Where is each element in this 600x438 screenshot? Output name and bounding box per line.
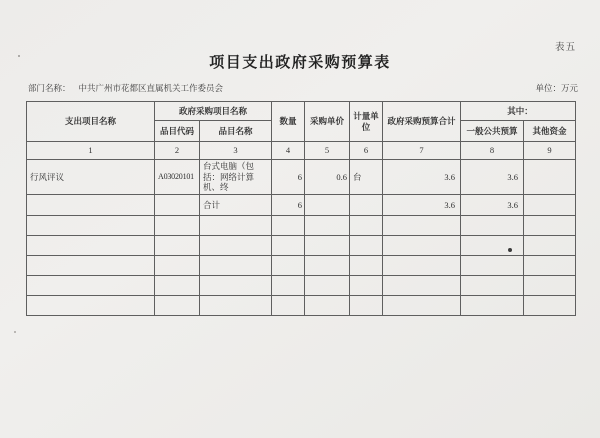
cell-item-name: 台式电脑（包括：网络计算机、终 (200, 160, 272, 195)
table-cell (461, 295, 524, 315)
header-quantity: 数量 (272, 102, 305, 142)
table-cell (350, 295, 383, 315)
column-number: 5 (305, 142, 350, 160)
table-cell (350, 215, 383, 235)
column-number: 8 (461, 142, 524, 160)
table-row (27, 275, 576, 295)
table-row (27, 295, 576, 315)
table-cell (383, 235, 461, 255)
table-cell (524, 235, 576, 255)
scan-artifact (14, 331, 16, 333)
table-cell (350, 235, 383, 255)
column-number: 2 (155, 142, 200, 160)
cell-general-public-budget: 3.6 (461, 194, 524, 215)
column-number: 3 (200, 142, 272, 160)
cell-total-label: 合计 (200, 194, 272, 215)
cell-expenditure-item: 行风评议 (27, 160, 155, 195)
department-name (28, 82, 223, 94)
table-cell (383, 255, 461, 275)
table-cell (200, 295, 272, 315)
header-group-row (27, 102, 576, 121)
table-cell (350, 275, 383, 295)
header-unit-price: 采购单价 (305, 102, 350, 142)
department-value: 中共广州市花都区直属机关工作委员会 (78, 83, 224, 93)
table-cell (200, 215, 272, 235)
procurement-budget-table (26, 101, 576, 316)
department-label: 部门名称： (28, 83, 71, 93)
header-procurement-budget-total: 政府采购预算合计 (383, 102, 461, 142)
table-row-total (27, 194, 576, 215)
table-cell (272, 255, 305, 275)
table-cell (461, 235, 524, 255)
sheet-number-label: 表五 (554, 43, 576, 53)
table-cell (27, 235, 155, 255)
cell-quantity: 6 (272, 160, 305, 195)
table-cell (305, 255, 350, 275)
table-cell (461, 255, 524, 275)
scan-artifact (508, 248, 512, 252)
table-cell (155, 215, 200, 235)
table-cell (524, 215, 576, 235)
table-cell (383, 275, 461, 295)
table-cell (305, 215, 350, 235)
header-item-code: 品目代码 (155, 121, 200, 142)
table-cell (524, 275, 576, 295)
table-row (27, 255, 576, 275)
table-row (27, 160, 576, 195)
table-cell (200, 255, 272, 275)
table-cell (155, 295, 200, 315)
cell-item-code: A03020101 (155, 160, 200, 195)
table-cell (200, 235, 272, 255)
cell-budget-total: 3.6 (383, 160, 461, 195)
unit-label: 单位：万元 (535, 83, 578, 93)
table-cell (27, 275, 155, 295)
table-cell (27, 194, 155, 215)
table-cell (155, 275, 200, 295)
column-number: 9 (524, 142, 576, 160)
table-cell (461, 275, 524, 295)
table-cell (155, 255, 200, 275)
table-cell (305, 295, 350, 315)
table-row (27, 235, 576, 255)
header-general-public-budget: 一般公共预算 (461, 121, 524, 142)
header-measure-unit: 计量单位 (350, 102, 383, 142)
header-group-of-which: 其中： (461, 102, 576, 121)
table-cell (305, 275, 350, 295)
table-cell (524, 194, 576, 215)
table-cell (383, 215, 461, 235)
cell-budget-total: 3.6 (383, 194, 461, 215)
table-cell (27, 295, 155, 315)
header-expenditure-item-name: 支出项目名称 (27, 102, 155, 142)
table-cell (272, 215, 305, 235)
column-number: 6 (350, 142, 383, 160)
cell-other-funds (524, 160, 576, 195)
table-cell (272, 275, 305, 295)
table-cell (350, 194, 383, 215)
table-cell (383, 295, 461, 315)
table-cell (524, 295, 576, 315)
cell-quantity: 6 (272, 194, 305, 215)
column-number-row (27, 142, 576, 160)
table-cell (461, 215, 524, 235)
table-cell (272, 235, 305, 255)
header-other-funds: 其他资金 (524, 121, 576, 142)
table-cell (350, 255, 383, 275)
column-number: 1 (27, 142, 155, 160)
cell-general-public-budget: 3.6 (461, 160, 524, 195)
scan-artifact (18, 55, 20, 57)
table-cell (27, 215, 155, 235)
table-cell (305, 194, 350, 215)
page-title: 项目支出政府采购预算表 (209, 55, 391, 71)
table-cell (155, 194, 200, 215)
table-cell (524, 255, 576, 275)
header-group-procurement-name: 政府采购项目名称 (155, 102, 272, 121)
column-number: 4 (272, 142, 305, 160)
table-cell (27, 255, 155, 275)
table-cell (305, 235, 350, 255)
table-cell (272, 295, 305, 315)
table-cell (155, 235, 200, 255)
table-cell (200, 275, 272, 295)
meta-row (28, 82, 578, 94)
column-number: 7 (383, 142, 461, 160)
cell-unit-price: 0.6 (305, 160, 350, 195)
table-row (27, 215, 576, 235)
header-item-name: 品目名称 (200, 121, 272, 142)
cell-measure-unit: 台 (350, 160, 383, 195)
